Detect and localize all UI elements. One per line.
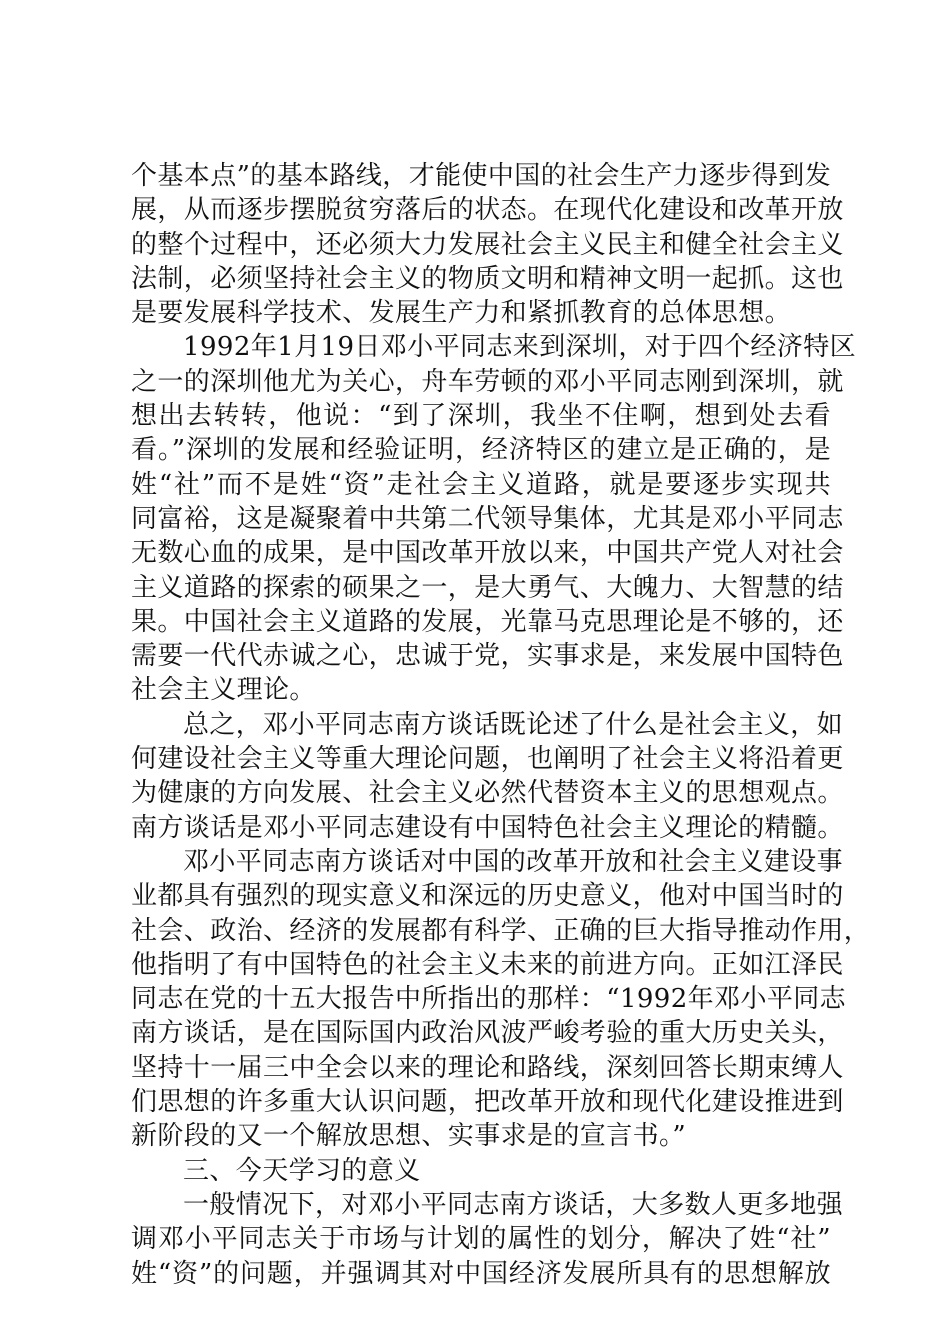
document-body bbox=[131, 159, 871, 1291]
text-line: 调邓小平同志关于市场与计划的属性的划分，解决了姓“社” bbox=[131, 1224, 831, 1255]
text-line: 法制，必须坚持社会主义的物质文明和精神文明一起抓。这也 bbox=[131, 263, 844, 294]
text-line: 一般情况下，对邓小平同志南方谈话，大多数人更多地强 bbox=[183, 1189, 844, 1220]
section-heading bbox=[131, 1154, 831, 1188]
text-line: 需要一代代赤诚之心，忠诚于党，实事求是，来发展中国特色 bbox=[131, 641, 844, 672]
text-line: 姓“资”的问题，并强调其对中国经济发展所具有的思想解放 bbox=[131, 1258, 831, 1289]
text-line: 他指明了有中国特色的社会主义未来的前进方向。正如江泽民 bbox=[131, 949, 844, 980]
text-line: 南方谈话是邓小平同志建设有中国特色社会主义理论的精髓。 bbox=[131, 812, 844, 843]
text-line: 姓“社”而不是姓“资”走社会主义道路，就是要逐步实现共 bbox=[131, 469, 831, 500]
text-line: 展，从而逐步摆脱贫穷落后的状态。在现代化建设和改革开放 bbox=[131, 195, 844, 226]
text-line: 业都具有强烈的现实意义和深远的历史意义，他对中国当时的 bbox=[131, 881, 844, 912]
text-line: 看。”深圳的发展和经验证明，经济特区的建立是正确的，是 bbox=[131, 435, 831, 466]
text-line: 之一的深圳他尤为关心，舟车劳顿的邓小平同志刚到深圳，就 bbox=[131, 366, 844, 397]
text-line: 1992年1月19日邓小平同志来到深圳，对于四个经济特区 bbox=[183, 332, 856, 363]
text-line: 个基本点”的基本路线，才能使中国的社会生产力逐步得到发 bbox=[131, 161, 832, 191]
text-line: 新阶段的又一个解放思想、实事求是的宣言书。” bbox=[131, 1121, 687, 1152]
paragraph-significance bbox=[131, 845, 871, 1154]
text-line: 无数心血的成果，是中国改革开放以来，中国共产党人对社会 bbox=[131, 538, 844, 569]
text-line: 邓小平同志南方谈话对中国的改革开放和社会主义建设事 bbox=[183, 846, 844, 877]
text-line: 的整个过程中，还必须大力发展社会主义民主和健全社会主义 bbox=[131, 229, 844, 260]
text-line: 社会主义理论。 bbox=[131, 675, 316, 706]
text-line: 想出去转转，他说：“到了深圳，我坐不住啊，想到处去看 bbox=[131, 401, 831, 432]
text-line: 总之，邓小平同志南方谈话既论述了什么是社会主义，如 bbox=[183, 709, 844, 740]
text-line: 南方谈话，是在国际国内政治风波严峻考验的重大历史关头， bbox=[131, 1018, 844, 1049]
text-line: 何建设社会主义等重大理论问题，也阐明了社会主义将沿着更 bbox=[131, 744, 844, 775]
paragraph-continuation bbox=[131, 159, 844, 330]
paragraph-summary bbox=[131, 708, 844, 845]
text-line: 们思想的许多重大认识问题，把改革开放和现代化建设推进到 bbox=[131, 1087, 844, 1118]
text-line: 是要发展科学技术、发展生产力和紧抓教育的总体思想。 bbox=[131, 298, 792, 329]
text-line: 坚持十一届三中全会以来的理论和路线，深刻回答长期束缚人 bbox=[131, 1052, 844, 1083]
text-line: 同志在党的十五大报告中所指出的那样：“1992年邓小平同志 bbox=[131, 984, 847, 1015]
text-line: 为健康的方向发展、社会主义必然代替资本主义的思想观点。 bbox=[131, 778, 844, 809]
paragraph-today-meaning bbox=[131, 1188, 844, 1291]
text-line: 果。中国社会主义道路的发展，光靠马克思理论是不够的，还 bbox=[131, 606, 844, 637]
text-line: 主义道路的探索的硕果之一，是大勇气、大魄力、大智慧的结 bbox=[131, 572, 844, 603]
text-line: 社会、政治、经济的发展都有科学、正确的巨大指导推动作用， bbox=[131, 915, 871, 946]
section-heading-text: 三、今天学习的意义 bbox=[183, 1155, 421, 1186]
text-line: 同富裕，这是凝聚着中共第二代领导集体，尤其是邓小平同志 bbox=[131, 503, 844, 534]
paragraph-shenzhen-visit bbox=[131, 330, 856, 707]
